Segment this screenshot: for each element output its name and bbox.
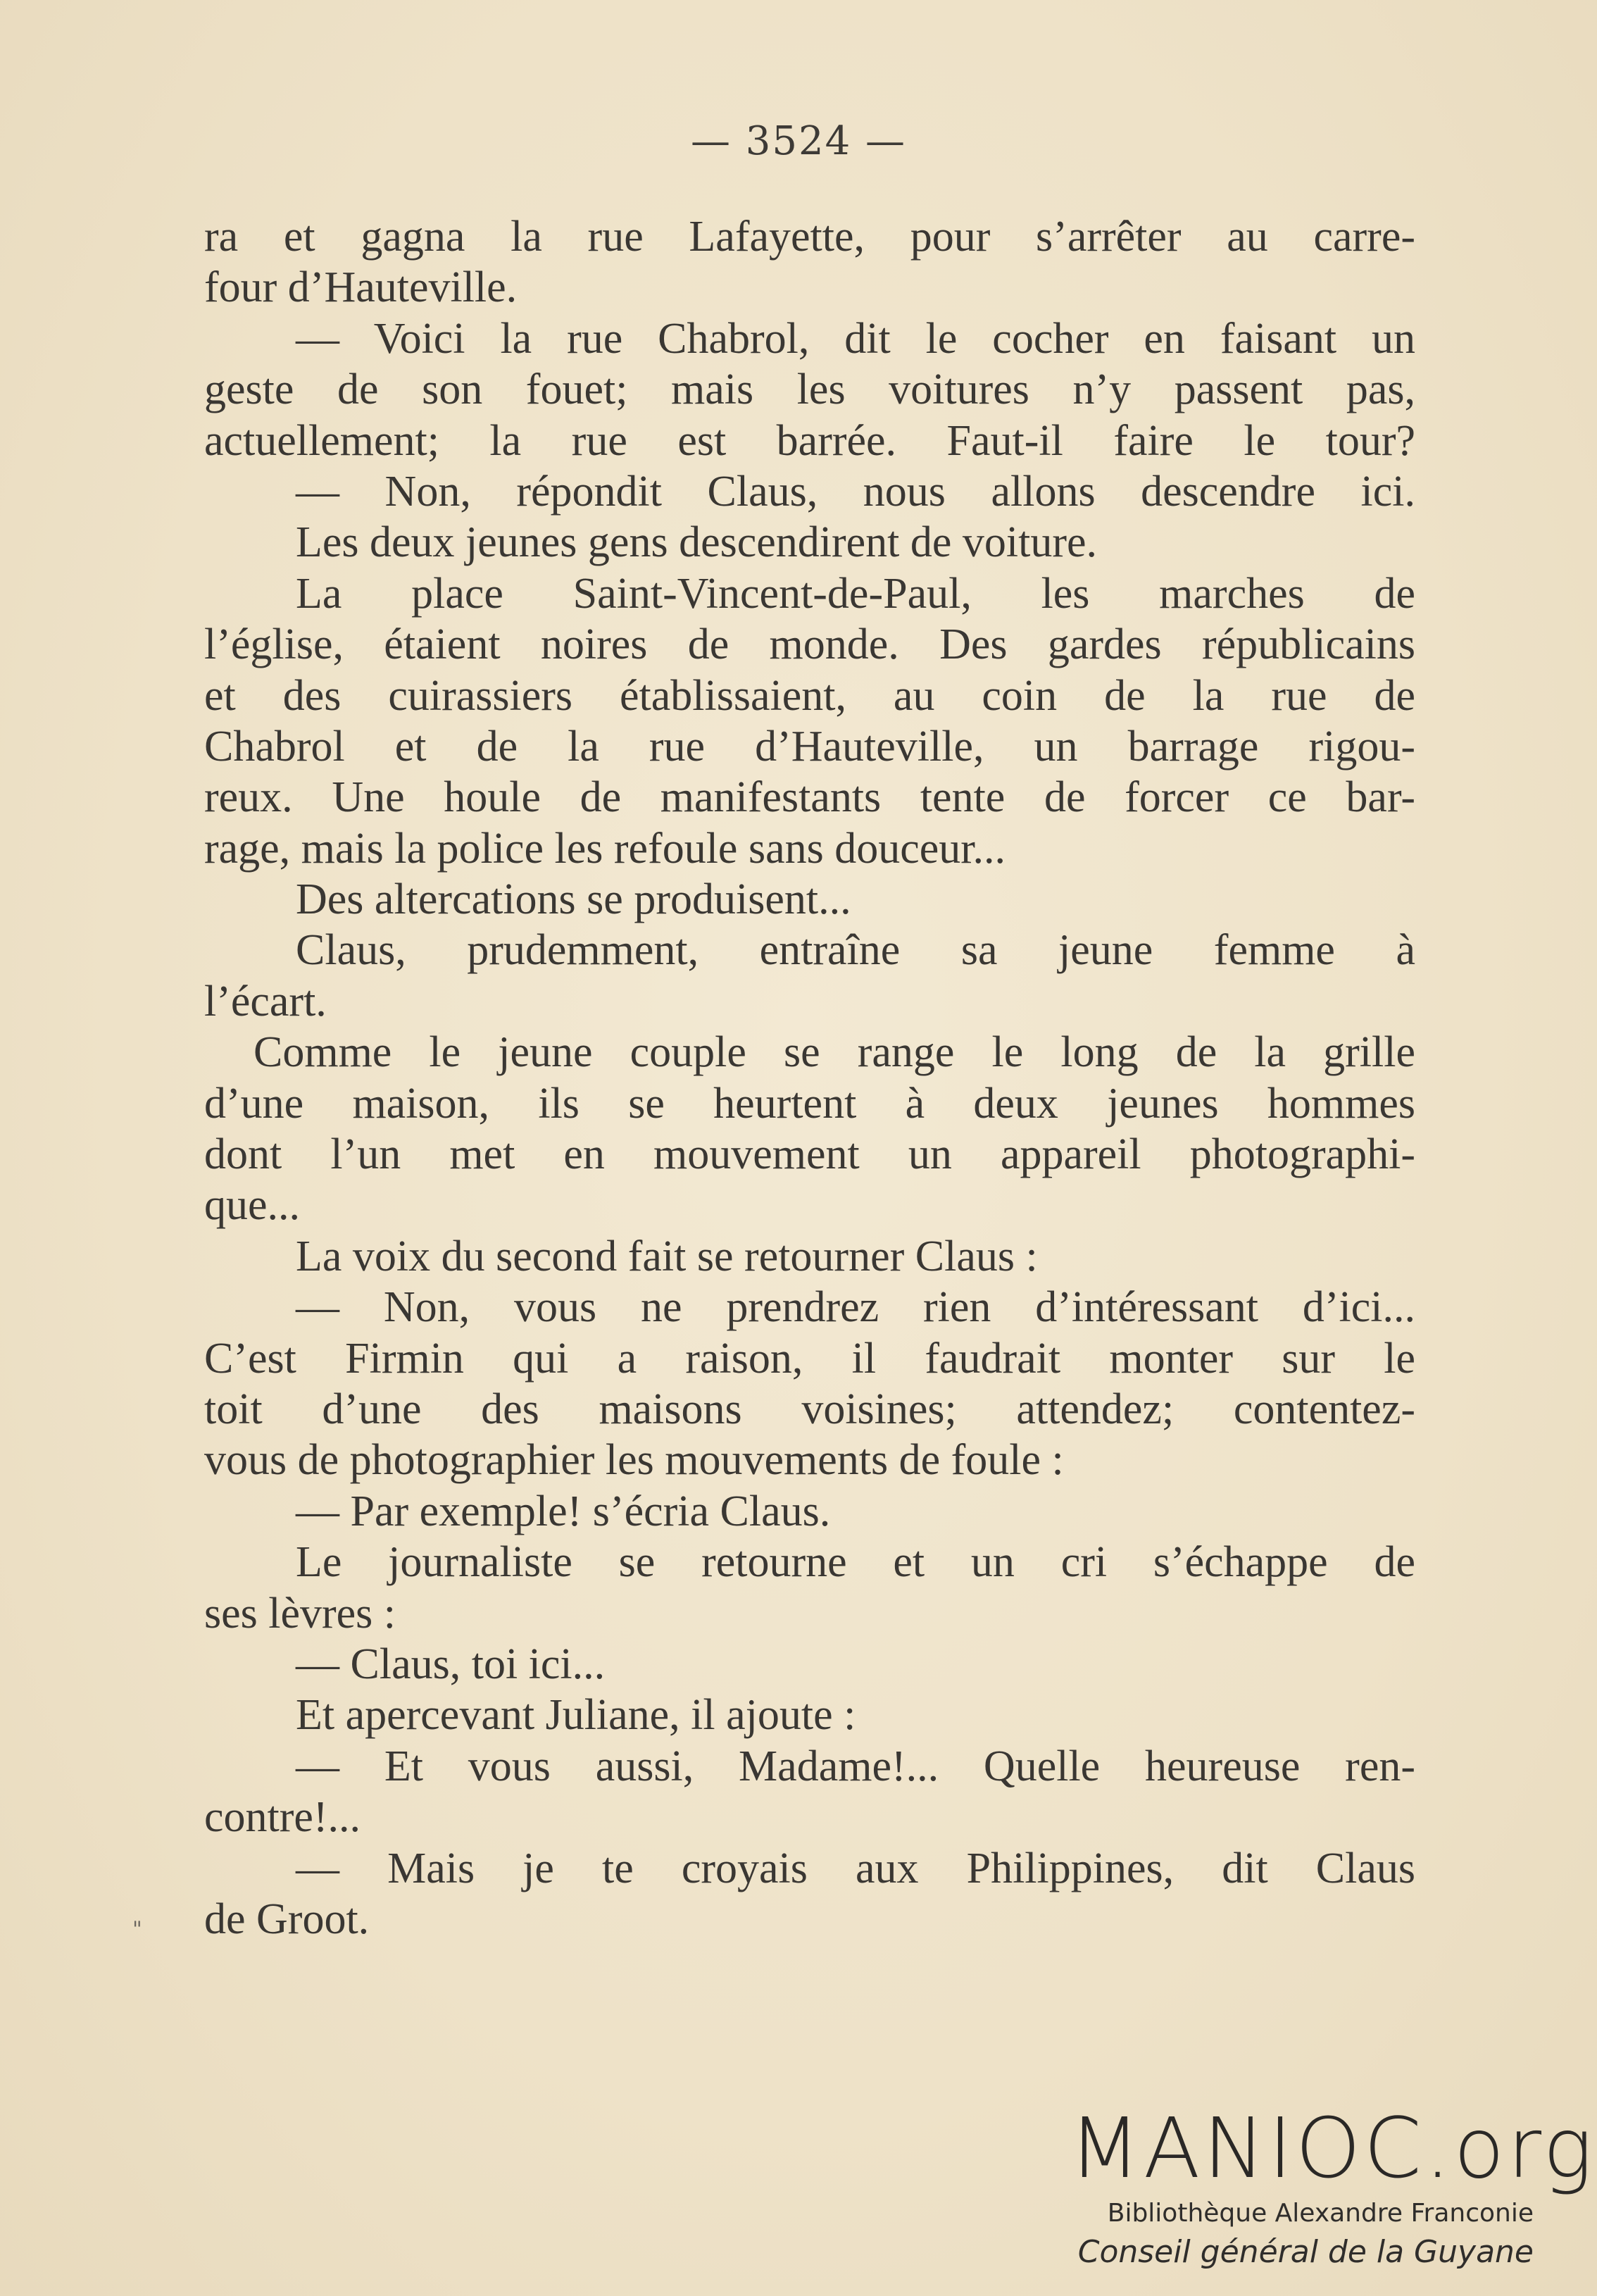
text-line: actuellement; la rue est barrée. Faut-il faire le tour? (204, 416, 1415, 465)
text-line: que... (204, 1181, 301, 1230)
text-line: La place Saint-Vincent-de-Paul, les marches de (296, 569, 1415, 618)
text-line: l’église, étaient noires de monde. Des gardes républicains (204, 620, 1415, 669)
text-line: — Non, répondit Claus, nous allons descendre ici. (296, 467, 1415, 516)
text-line: dont l’un met en mouvement un appareil photographi- (204, 1130, 1415, 1179)
text-line: — Claus, toi ici... (296, 1640, 606, 1688)
text-line: Chabrol et de la rue d’Hauteville, un barrage rigou- (204, 722, 1415, 770)
text-line: — Mais je te croyais aux Philippines, dit Claus (296, 1844, 1415, 1892)
text-line: ses lèvres : (204, 1589, 396, 1637)
text-line: Des altercations se produisent... (296, 875, 851, 924)
text-line: — Par exemple! s’écria Claus. (296, 1487, 831, 1535)
text-line: rage, mais la police les refoule sans douceur... (204, 824, 1006, 873)
text-line: d’une maison, ils se heurtent à deux jeunes hommes (204, 1079, 1415, 1128)
text-line: de Groot. (204, 1895, 370, 1943)
text-line: Les deux jeunes gens descendirent de voiture. (296, 518, 1098, 567)
text-line: toit d’une des maisons voisines; attendez; contentez- (204, 1385, 1415, 1433)
council-name: Conseil général de la Guyane (1077, 2234, 1534, 2270)
text-line: vous de photographier les mouvements de foule : (204, 1436, 1064, 1485)
stray-mark: " (132, 1917, 142, 1942)
text-line: — Et vous aussi, Madame!... Quelle heureuse ren- (296, 1742, 1415, 1790)
text-line: C’est Firmin qui a raison, il faudrait monter sur le (204, 1334, 1415, 1383)
text-line: reux. Une houle de manifestants tente de forcer ce bar- (204, 773, 1415, 822)
logo-wordmark: MANIOC.org (1069, 2100, 1596, 2197)
text-line: — Voici la rue Chabrol, dit le cocher en faisant un (296, 314, 1415, 363)
text-line: — Non, vous ne prendrez rien d’intéressant d’ici... (296, 1283, 1415, 1332)
text-line: contre!... (204, 1793, 361, 1842)
text-line: et des cuirassiers établissaient, au coin de la rue de (204, 671, 1415, 720)
text-line: Claus, prudemment, entraîne sa jeune femme à (296, 926, 1415, 975)
text-line: ra et gagna la rue Lafayette, pour s’arrêter au carre- (204, 213, 1415, 261)
text-line: geste de son fouet; mais les voitures n’y passent pas, (204, 366, 1415, 414)
text-line: La voix du second fait se retourner Claus : (296, 1232, 1038, 1280)
body-text (204, 211, 1415, 1945)
manioc-logo (1069, 2100, 1596, 2273)
text-line: four d’Hauteville. (204, 263, 518, 312)
page-number: — 3524 — (690, 118, 907, 164)
text-line: l’écart. (204, 977, 327, 1025)
text-line: Comme le jeune couple se range le long de la grille (253, 1028, 1415, 1077)
library-name: Bibliothèque Alexandre Franconie (1107, 2199, 1534, 2228)
text-line: Le journaliste se retourne et un cri s’échappe de (296, 1538, 1415, 1587)
text-line: Et apercevant Juliane, il ajoute : (296, 1691, 856, 1740)
